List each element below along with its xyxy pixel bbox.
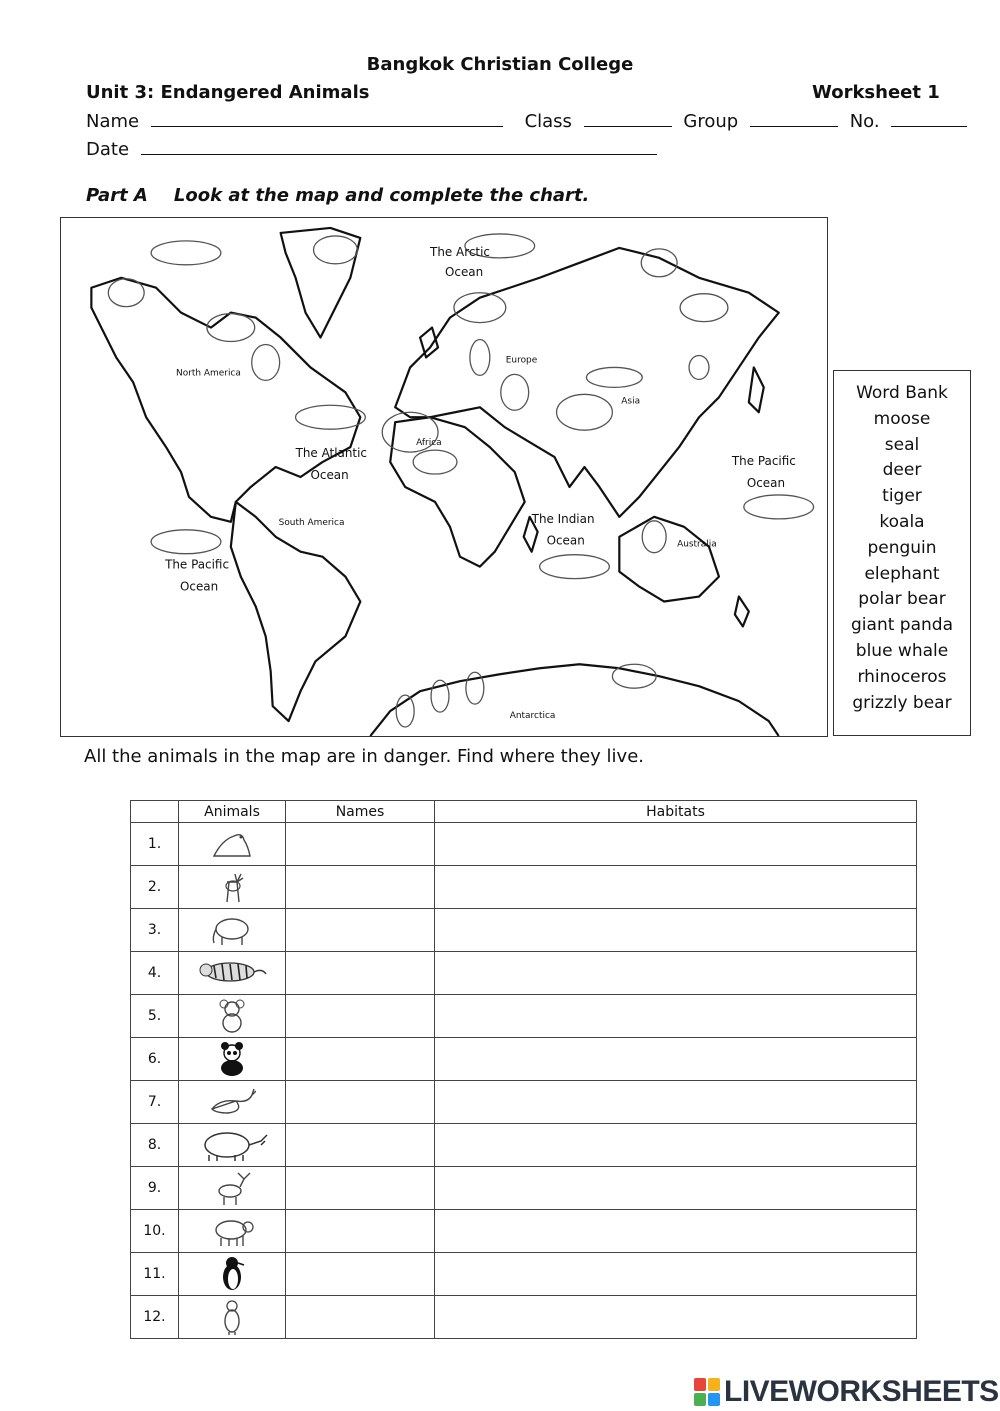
name-answer-field[interactable] xyxy=(286,1081,435,1124)
map-seal xyxy=(612,664,656,688)
polar-bear-icon xyxy=(179,1210,286,1253)
word-bank-word: moose xyxy=(873,408,931,429)
habitat-answer-field[interactable] xyxy=(435,823,917,866)
row-number: 6. xyxy=(131,1038,179,1081)
table-row xyxy=(131,995,917,1038)
word-bank-word: rhinoceros xyxy=(857,666,947,687)
logo-square xyxy=(708,1393,720,1406)
panda-icon xyxy=(179,1038,286,1081)
habitat-answer-field[interactable] xyxy=(435,1296,917,1339)
map-label-pacific-west-1: The Pacific xyxy=(165,557,230,572)
part-a-label: Part A xyxy=(86,185,148,206)
map-label-asia: Asia xyxy=(621,396,641,407)
habitat-answer-field[interactable] xyxy=(435,1038,917,1081)
table-row xyxy=(131,1210,917,1253)
date-field[interactable] xyxy=(141,138,657,155)
word-bank-word: seal xyxy=(884,434,920,455)
row-number: 3. xyxy=(131,909,179,952)
chart-header-blank xyxy=(131,801,179,823)
koala-icon xyxy=(179,995,286,1038)
map-moose-1 xyxy=(108,279,144,307)
seal-icon xyxy=(179,823,286,866)
date-label: Date xyxy=(86,139,130,160)
habitat-answer-field[interactable] xyxy=(435,952,917,995)
map-polar-bear-2 xyxy=(207,314,255,342)
habitat-answer-field[interactable] xyxy=(435,995,917,1038)
name-label: Name xyxy=(86,111,140,132)
map-label-arctic-1: The Arctic xyxy=(430,244,490,259)
row-number: 12. xyxy=(131,1296,179,1339)
grizzly-bear-icon xyxy=(179,1296,286,1339)
logo-square xyxy=(694,1378,706,1391)
eurasia-outline xyxy=(395,248,779,517)
map-label-atlantic-2: Ocean xyxy=(310,467,349,482)
map-grizzly-bear xyxy=(470,340,490,376)
chart-header-names: Names xyxy=(286,801,435,823)
map-penguin-2 xyxy=(431,680,449,712)
map-label-indian-1: The Indian xyxy=(531,511,595,526)
habitat-answer-field[interactable] xyxy=(435,1124,917,1167)
habitat-answer-field[interactable] xyxy=(435,1167,917,1210)
map-label-antarctica: Antarctica xyxy=(509,711,556,722)
map-whale-pacific-west xyxy=(151,530,221,554)
habitat-answer-field[interactable] xyxy=(435,866,917,909)
south-america-outline xyxy=(231,502,361,721)
row-number: 8. xyxy=(131,1124,179,1167)
name-answer-field[interactable] xyxy=(286,1124,435,1167)
name-answer-field[interactable] xyxy=(286,866,435,909)
map-moose-2 xyxy=(641,249,677,277)
map-label-atlantic-1: The Atlantic xyxy=(295,446,367,461)
word-bank-word: blue whale xyxy=(855,640,949,661)
class-label: Class xyxy=(524,111,572,132)
habitat-answer-field[interactable] xyxy=(435,1210,917,1253)
map-deer-1 xyxy=(252,345,280,381)
row-number: 5. xyxy=(131,995,179,1038)
map-label-pacific-east-1: The Pacific xyxy=(731,454,796,469)
map-polar-bear-1 xyxy=(314,236,358,264)
part-a-heading xyxy=(86,185,589,206)
greenland-outline xyxy=(281,228,361,338)
map-label-south-america: South America xyxy=(278,517,345,528)
map-label-north-america: North America xyxy=(176,368,241,379)
name-answer-field[interactable] xyxy=(286,1296,435,1339)
world-map-drawing xyxy=(61,218,827,736)
chart-header-row xyxy=(131,801,917,823)
map-tiger xyxy=(586,367,642,387)
word-bank-word: giant panda xyxy=(851,615,953,636)
group-field[interactable] xyxy=(750,110,838,127)
word-bank-word: penguin xyxy=(867,537,937,558)
word-bank-word: grizzly bear xyxy=(852,692,952,713)
name-field[interactable] xyxy=(151,110,503,127)
no-label: No. xyxy=(849,111,880,132)
row-number: 9. xyxy=(131,1167,179,1210)
name-answer-field[interactable] xyxy=(286,823,435,866)
map-whale-arctic xyxy=(151,241,221,265)
class-field[interactable] xyxy=(584,110,672,127)
name-answer-field[interactable] xyxy=(286,1167,435,1210)
no-field[interactable] xyxy=(891,110,967,127)
table-row xyxy=(131,909,917,952)
map-label-indian-2: Ocean xyxy=(546,533,585,548)
map-label-arctic-2: Ocean xyxy=(444,264,484,279)
map-whale-indian xyxy=(540,555,610,579)
liveworksheets-logo-icon xyxy=(694,1378,720,1406)
animal-chart xyxy=(130,800,917,1339)
school-title: Bangkok Christian College xyxy=(366,54,634,75)
table-row xyxy=(131,1038,917,1081)
name-answer-field[interactable] xyxy=(286,1210,435,1253)
word-bank xyxy=(833,370,971,736)
rhinoceros-icon xyxy=(179,1124,286,1167)
elephant-icon xyxy=(179,909,286,952)
map-whale-pacific-east xyxy=(744,495,814,519)
chart-instruction: All the animals in the map are in danger. Find where they live. xyxy=(84,746,644,767)
whale-icon xyxy=(179,1081,286,1124)
chart-header-habitats: Habitats xyxy=(435,801,917,823)
australia-outline xyxy=(619,517,719,602)
word-bank-word: koala xyxy=(879,511,925,532)
name-answer-field[interactable] xyxy=(286,1253,435,1296)
africa-outline xyxy=(390,417,524,566)
table-row xyxy=(131,1124,917,1167)
map-elephant-asia xyxy=(557,394,613,430)
table-row xyxy=(131,952,917,995)
habitat-answer-field[interactable] xyxy=(435,1253,917,1296)
student-info-row xyxy=(86,110,973,132)
row-number: 7. xyxy=(131,1081,179,1124)
unit-title: Unit 3: Endangered Animals xyxy=(86,82,370,103)
row-number: 2. xyxy=(131,866,179,909)
map-penguin-3 xyxy=(466,672,484,704)
part-a-instruction: Look at the map and complete the chart. xyxy=(173,185,590,206)
word-bank-word: polar bear xyxy=(858,589,946,610)
table-row xyxy=(131,866,917,909)
word-bank-title: Word Bank xyxy=(856,383,948,403)
habitat-answer-field[interactable] xyxy=(435,1081,917,1124)
tiger-icon xyxy=(179,952,286,995)
logo-square xyxy=(708,1378,720,1391)
map-rhinoceros xyxy=(413,450,457,474)
liveworksheets-logo-text: LIVEWORKSHEETS xyxy=(724,1375,999,1408)
map-label-pacific-east-2: Ocean xyxy=(746,475,786,490)
world-map xyxy=(60,217,828,737)
word-bank-word: tiger xyxy=(882,486,922,507)
map-koala xyxy=(642,521,666,553)
word-bank-word: elephant xyxy=(864,563,940,584)
table-row xyxy=(131,1167,917,1210)
table-row xyxy=(131,1253,917,1296)
map-polar-bear-4 xyxy=(680,294,728,322)
map-panda xyxy=(689,355,709,379)
map-label-pacific-west-2: Ocean xyxy=(180,579,219,594)
table-row xyxy=(131,1081,917,1124)
name-answer-field[interactable] xyxy=(286,995,435,1038)
penguin-icon xyxy=(179,1253,286,1296)
row-number: 1. xyxy=(131,823,179,866)
name-answer-field[interactable] xyxy=(286,952,435,995)
group-label: Group xyxy=(683,111,739,132)
table-row xyxy=(131,1296,917,1339)
word-bank-word: deer xyxy=(882,460,922,481)
name-answer-field[interactable] xyxy=(286,1038,435,1081)
date-row xyxy=(86,138,663,160)
name-answer-field[interactable] xyxy=(286,909,435,952)
row-number: 10. xyxy=(131,1210,179,1253)
row-number: 11. xyxy=(131,1253,179,1296)
map-whale-atlantic xyxy=(296,405,366,429)
liveworksheets-logo xyxy=(694,1376,999,1408)
worksheet-number: Worksheet 1 xyxy=(812,82,940,103)
row-number: 4. xyxy=(131,952,179,995)
moose-icon xyxy=(179,1167,286,1210)
map-deer-2 xyxy=(501,374,529,410)
table-row xyxy=(131,823,917,866)
logo-square xyxy=(694,1393,706,1406)
chart-header-animals: Animals xyxy=(179,801,286,823)
deer-icon xyxy=(179,866,286,909)
map-label-australia: Australia xyxy=(677,539,717,550)
map-label-africa: Africa xyxy=(416,438,442,449)
map-label-europe: Europe xyxy=(505,355,538,366)
habitat-answer-field[interactable] xyxy=(435,909,917,952)
